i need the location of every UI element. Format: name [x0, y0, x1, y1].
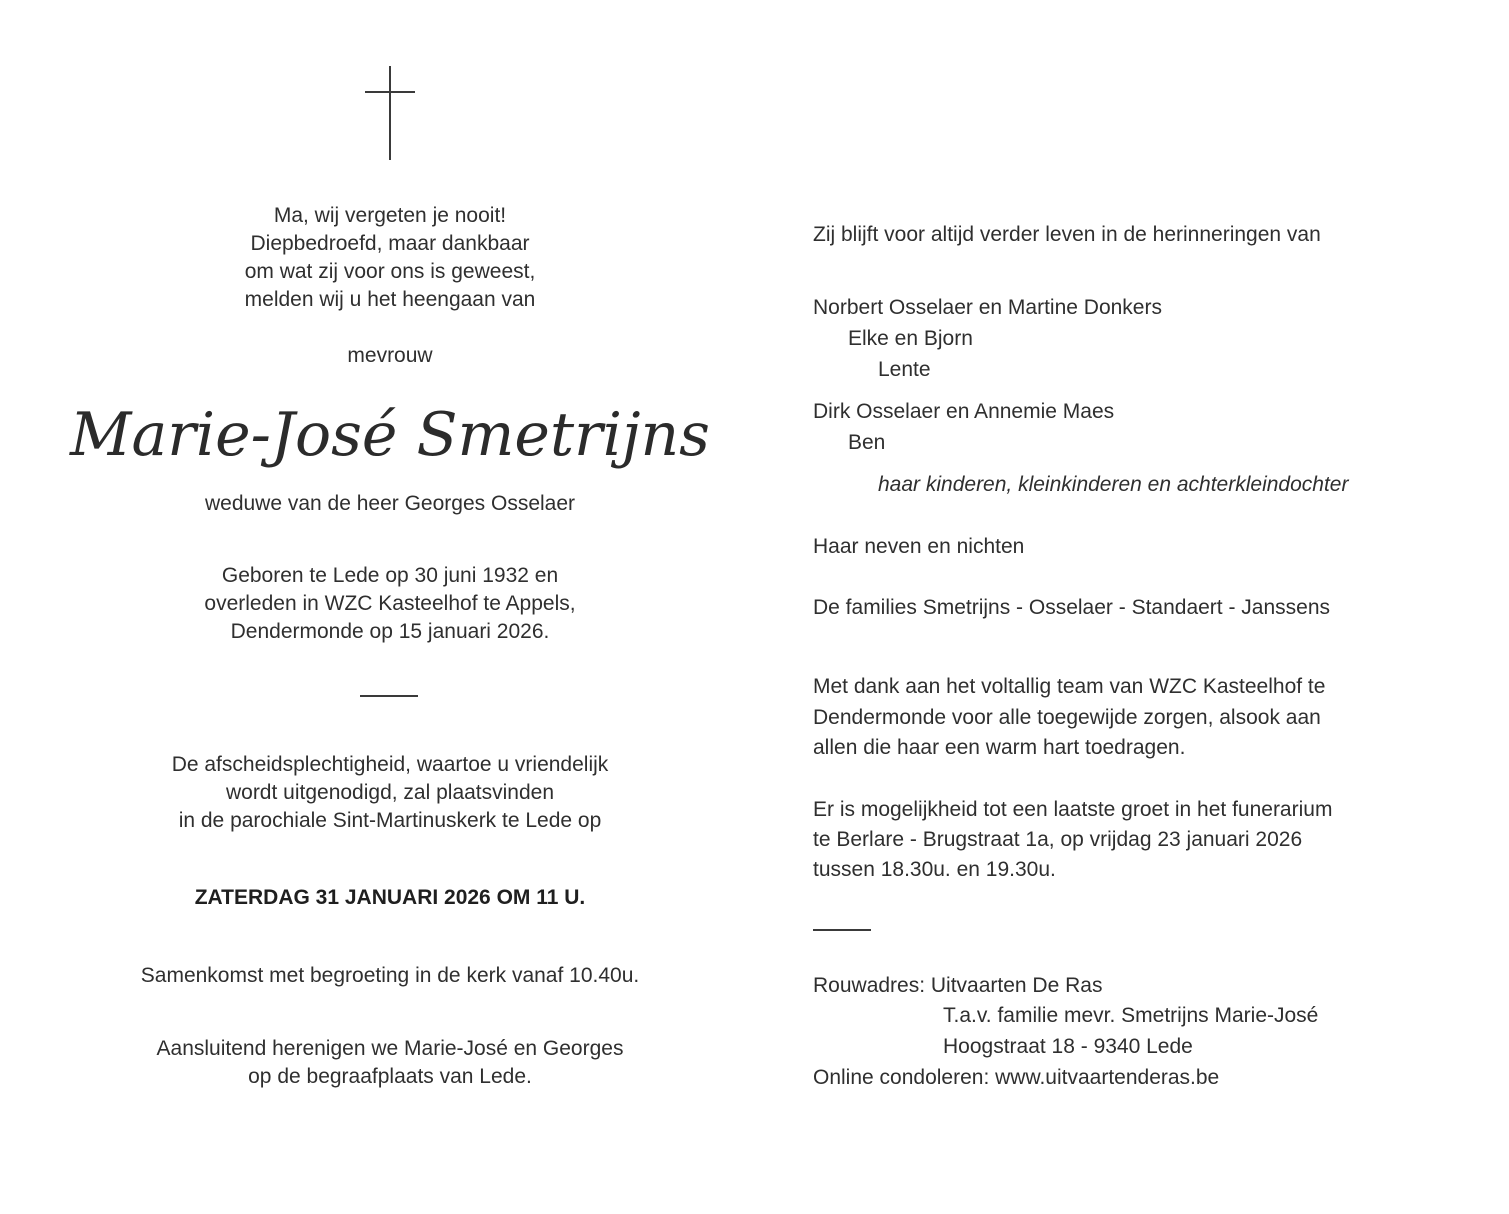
deceased-name: Marie-José Smetrijns	[70, 400, 710, 470]
thanks-line-1: Met dank aan het voltallig team van WZC Kasteelhof te	[813, 675, 1326, 698]
gathering: Samenkomst met begroeting in de kerk vanaf 10.40u.	[140, 964, 640, 987]
ceremony-line-2: wordt uitgenodigd, zal plaatsvinden	[225, 781, 555, 804]
thanks-line-3: allen die haar een warm hart toedragen.	[813, 736, 1186, 759]
visit-line-1: Er is mogelijkheid tot een laatste groet in het funerarium	[813, 798, 1333, 821]
burial-line-1: Aansluitend herenigen we Marie-José en Georges	[156, 1037, 624, 1060]
salutation: mevrouw	[347, 344, 433, 367]
family-relation: haar kinderen, kleinkinderen en achterkleindochter	[878, 473, 1349, 496]
family-line-2: Dirk Osselaer en Annemie Maes	[813, 400, 1115, 423]
visit-line-3: tussen 18.30u. en 19.30u.	[813, 858, 1056, 881]
ceremony-line-3: in de parochiale Sint-Martinuskerk te Lede op	[178, 809, 602, 832]
address-line-3: Hoogstraat 18 - 9340 Lede	[943, 1035, 1193, 1058]
intro-line-3: om wat zij voor ons is geweest,	[244, 260, 536, 283]
address-line-2: T.a.v. familie mevr. Smetrijns Marie-José	[943, 1004, 1319, 1027]
thanks-line-2: Dendermonde voor alle toegewijde zorgen, alsook aan	[813, 706, 1321, 729]
intro-line-1: Ma, wij vergeten je nooit!	[273, 204, 507, 227]
burial-line-2: op de begraafplaats van Lede.	[248, 1065, 532, 1088]
families: De families Smetrijns - Osselaer - Standaert - Janssens	[813, 596, 1331, 619]
family-line-1: Norbert Osselaer en Martine Donkers	[813, 296, 1162, 319]
widow-of: weduwe van de heer Georges Osselaer	[204, 492, 576, 515]
family-line-2-child: Ben	[848, 431, 886, 454]
family-line-1-grandchild: Lente	[878, 358, 931, 381]
visit-line-2: te Berlare - Brugstraat 1a, op vrijdag 23 januari 2026	[813, 828, 1303, 851]
cross-icon	[365, 66, 415, 160]
cousins: Haar neven en nichten	[813, 535, 1025, 558]
intro-line-2: Diepbedroefd, maar dankbaar	[250, 232, 530, 255]
intro-line-4: melden wij u het heengaan van	[244, 288, 536, 311]
birth-line-1: Geboren te Lede op 30 juni 1932 en	[221, 564, 559, 587]
right-separator	[813, 929, 871, 931]
family-line-1-child: Elke en Bjorn	[848, 327, 973, 350]
birth-line-3: Dendermonde op 15 januari 2026.	[230, 620, 550, 643]
ceremony-date: ZATERDAG 31 JANUARI 2026 OM 11 U.	[194, 886, 586, 909]
birth-line-2: overleden in WZC Kasteelhof te Appels,	[204, 592, 576, 615]
left-separator	[360, 695, 418, 697]
online-condolence: Online condoleren: www.uitvaartenderas.be	[813, 1066, 1220, 1089]
ceremony-line-1: De afscheidsplechtigheid, waartoe u vriendelijk	[171, 753, 609, 776]
address-label: Rouwadres: Uitvaarten De Ras	[813, 974, 1103, 997]
memory-intro: Zij blijft voor altijd verder leven in de herinneringen van	[813, 223, 1321, 246]
